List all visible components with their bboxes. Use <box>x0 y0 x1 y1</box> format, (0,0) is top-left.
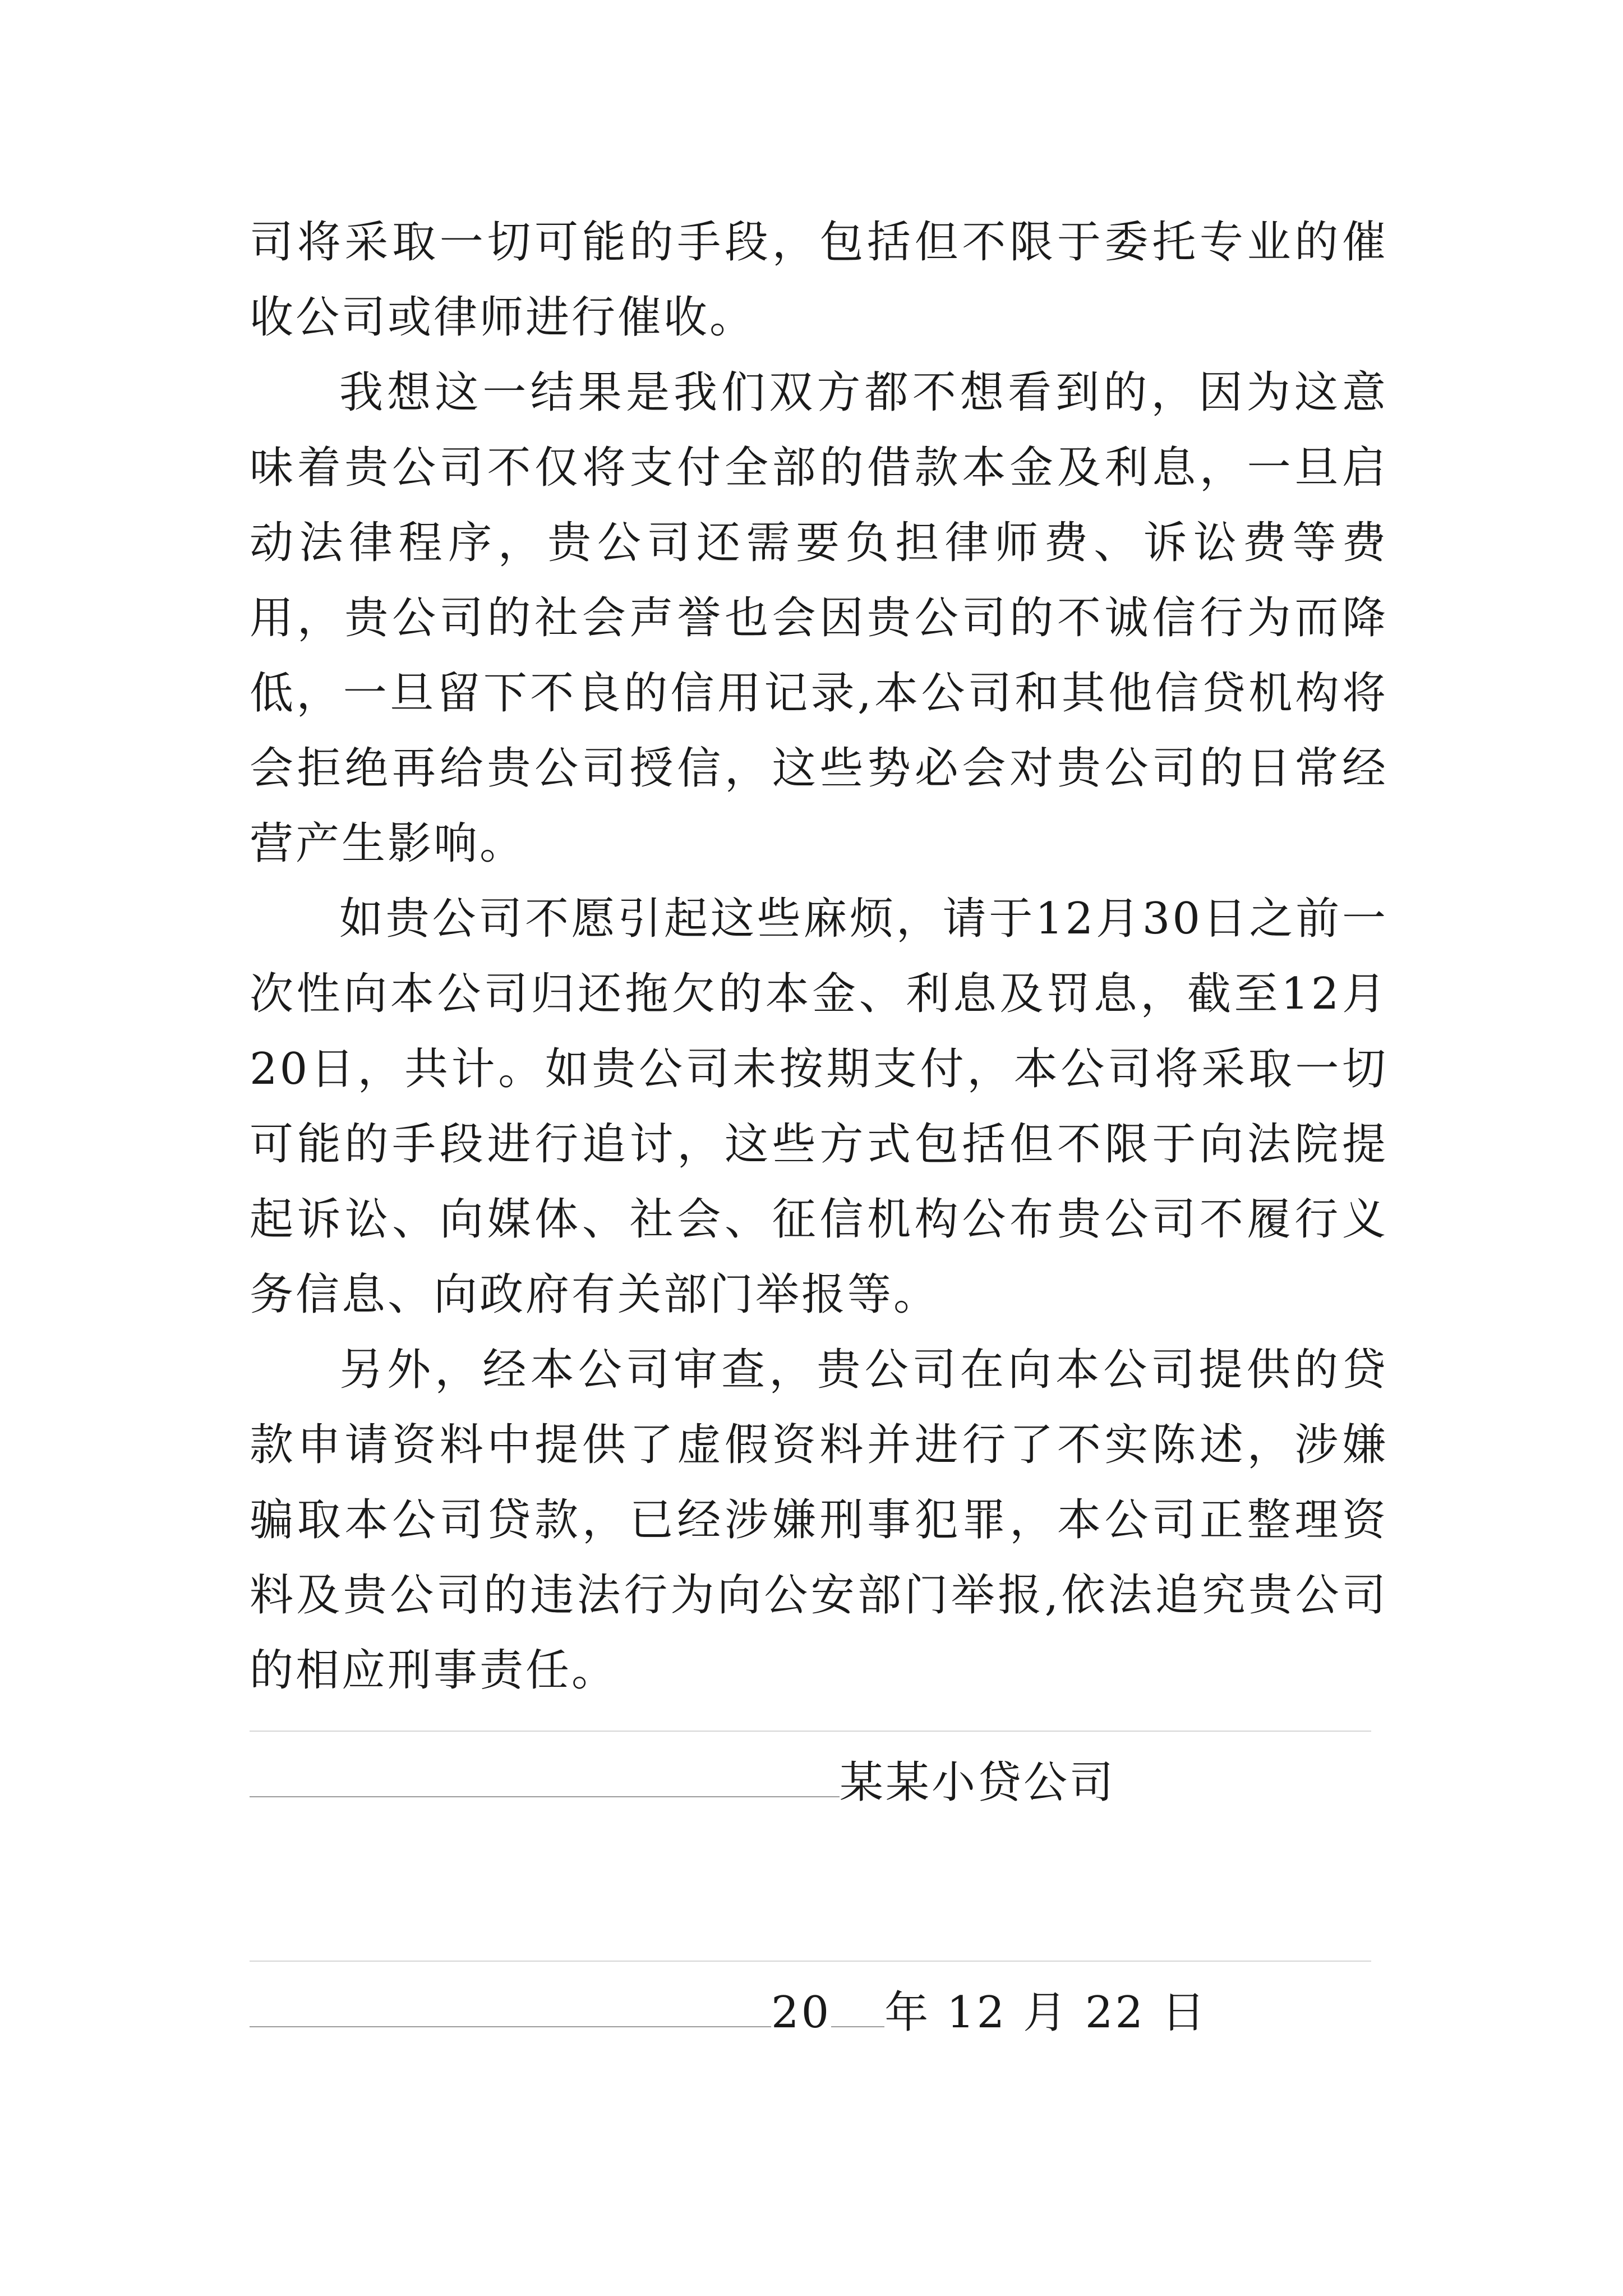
signature-date-line <box>250 1985 1207 2041</box>
company-name: 某某小贷公司 <box>840 1757 1116 1808</box>
divider-line <box>250 1731 1371 1732</box>
paragraph-fraud-notice: 另外，经本公司审查，贵公司在向本公司提供的贷款申请资料中提供了虚假资料并进行了不实陈述，涉嫌骗取本公司贷款，已经涉嫌刑事犯罪，本公司正整理资料及贵公司的违法行为向公安部门举报,依法追究贵公司的相应刑事责任。 <box>250 1345 1388 1696</box>
paragraph-consequences: 我想这一结果是我们双方都不想看到的，因为这意味着贵公司不仅将支付全部的借款本金及利息，一旦启动法律程序，贵公司还需要负担律师费、诉讼费等费用，贵公司的社会声誉也会因贵公司的不诚信行为而降低，一旦留下不良的信用记录,本公司和其他信贷机构将会拒绝再给贵公司授信，这些势必会对贵公司的日常经营产生影响。 <box>250 367 1388 869</box>
divider-line <box>250 1961 1371 1962</box>
date-rest: 年 12 月 22 日 <box>884 1987 1207 2038</box>
year-blank <box>831 1987 884 2027</box>
signature-company-line <box>250 1755 1115 1811</box>
paragraph-continuation: 司将采取一切可能的手段，包括但不限于委托专业的催收公司或律师进行催收。 <box>250 217 1388 343</box>
paragraph-repayment-demand: 如贵公司不愿引起这些麻烦，请于12月30日之前一次性向本公司归还拖欠的本金、利息及罚息，截至12月20日，共计。如贵公司未按期支付，本公司将采取一切可能的手段进行追讨，这些方式包括但不限于向法院提起诉讼、向媒体、社会、征信机构公布贵公司不履行义务信息、向政府有关部门举报等。 <box>250 894 1388 1320</box>
date-year-prefix: 20 <box>771 1987 832 2038</box>
letter-body <box>250 205 1388 1708</box>
signature-blank <box>250 1757 840 1797</box>
date-blank <box>250 1987 771 2027</box>
